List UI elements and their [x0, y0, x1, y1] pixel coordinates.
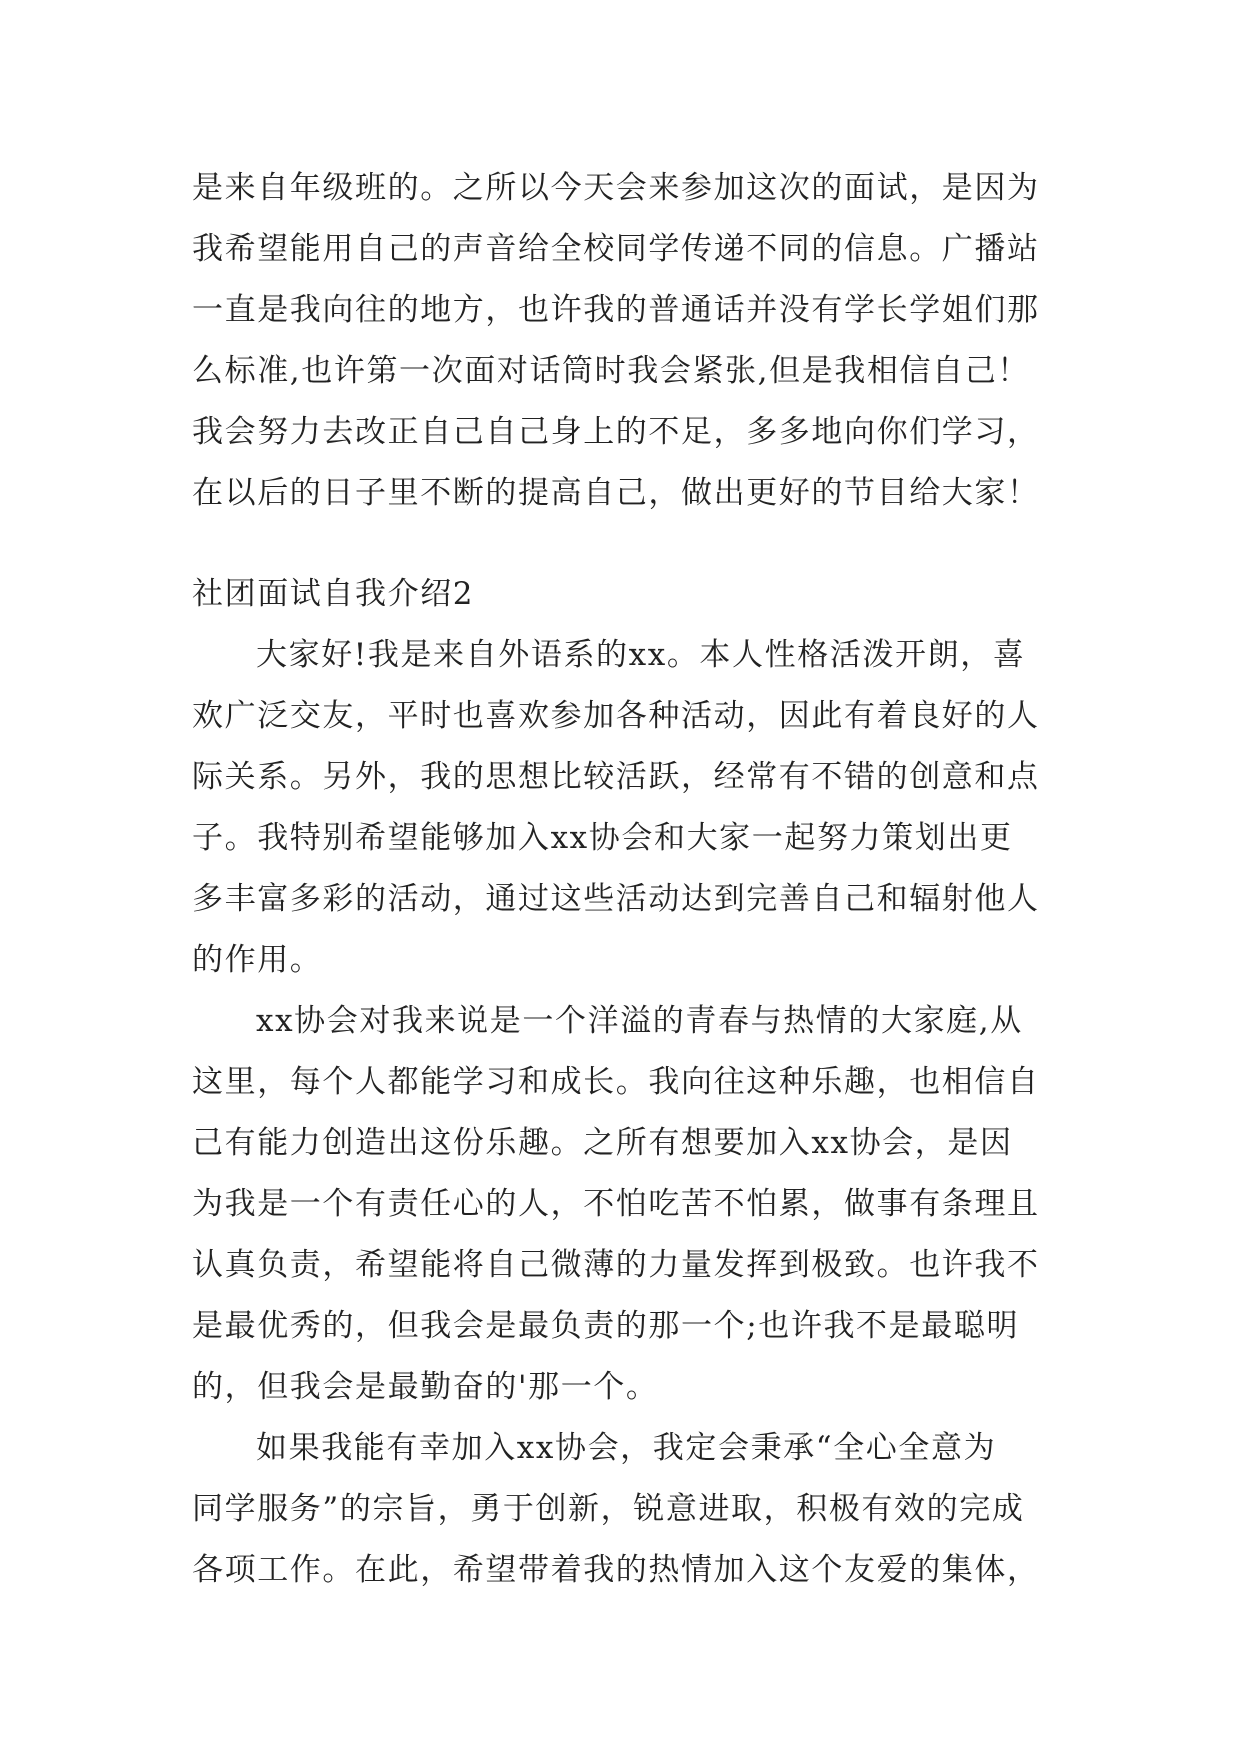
text-line: 各项工作。在此，希望带着我的热情加入这个友爱的集体，	[192, 1552, 1040, 1588]
section-heading: 社团面试自我介绍2	[192, 576, 475, 612]
text-line: 多丰富多彩的活动，通过这些活动达到完善自己和辐射他人	[192, 881, 1040, 917]
document-body	[192, 158, 1054, 1601]
text-line: 在以后的日子里不断的提高自己，做出更好的节目给大家！	[192, 475, 1040, 511]
text-line: 认真负责，希望能将自己微薄的力量发挥到极致。也许我不	[192, 1247, 1040, 1283]
text-line: 子。我特别希望能够加入xx协会和大家一起努力策划出更	[192, 820, 1013, 856]
text-line: 的作用。	[192, 942, 323, 978]
text-line: 这里，每个人都能学习和成长。我向往这种乐趣，也相信自	[192, 1064, 1040, 1100]
text-line: 的，但我会是最勤奋的'那一个。	[192, 1369, 659, 1405]
intro-paragraph-continued	[192, 158, 1054, 524]
text-line: 是来自年级班的。之所以今天会来参加这次的面试，是因为	[192, 170, 1040, 206]
paragraph-1	[192, 625, 1054, 991]
text-line: 为我是一个有责任心的人，不怕吃苦不怕累，做事有条理且	[192, 1186, 1040, 1222]
text-line: 际关系。另外，我的思想比较活跃，经常有不错的创意和点	[192, 759, 1040, 795]
text-line: 己有能力创造出这份乐趣。之所有想要加入xx协会，是因	[192, 1125, 1013, 1161]
text-line: xx协会对我来说是一个洋溢的青春与热情的大家庭,从	[256, 1003, 1023, 1039]
text-line: 么标准,也许第一次面对话筒时我会紧张,但是我相信自己！	[192, 353, 1030, 389]
paragraph-2	[192, 991, 1054, 1418]
section-spacer	[192, 524, 1054, 564]
text-line: 欢广泛交友，平时也喜欢参加各种活动，因此有着良好的人	[192, 698, 1040, 734]
text-line: 我会努力去改正自己自己身上的不足，多多地向你们学习，	[192, 414, 1040, 450]
text-line: 大家好!我是来自外语系的xx。本人性格活泼开朗，喜	[256, 637, 1026, 673]
text-line: 一直是我向往的地方，也许我的普通话并没有学长学姐们那	[192, 292, 1040, 328]
text-line: 同学服务”的宗旨，勇于创新，锐意进取，积极有效的完成	[192, 1491, 1025, 1527]
text-line: 我希望能用自己的声音给全校同学传递不同的信息。广播站	[192, 231, 1040, 267]
text-line: 是最优秀的，但我会是最负责的那一个;也许我不是最聪明	[192, 1308, 1020, 1344]
paragraph-3	[192, 1418, 1054, 1601]
text-line: 如果我能有幸加入xx协会，我定会秉承“全心全意为	[256, 1430, 997, 1466]
